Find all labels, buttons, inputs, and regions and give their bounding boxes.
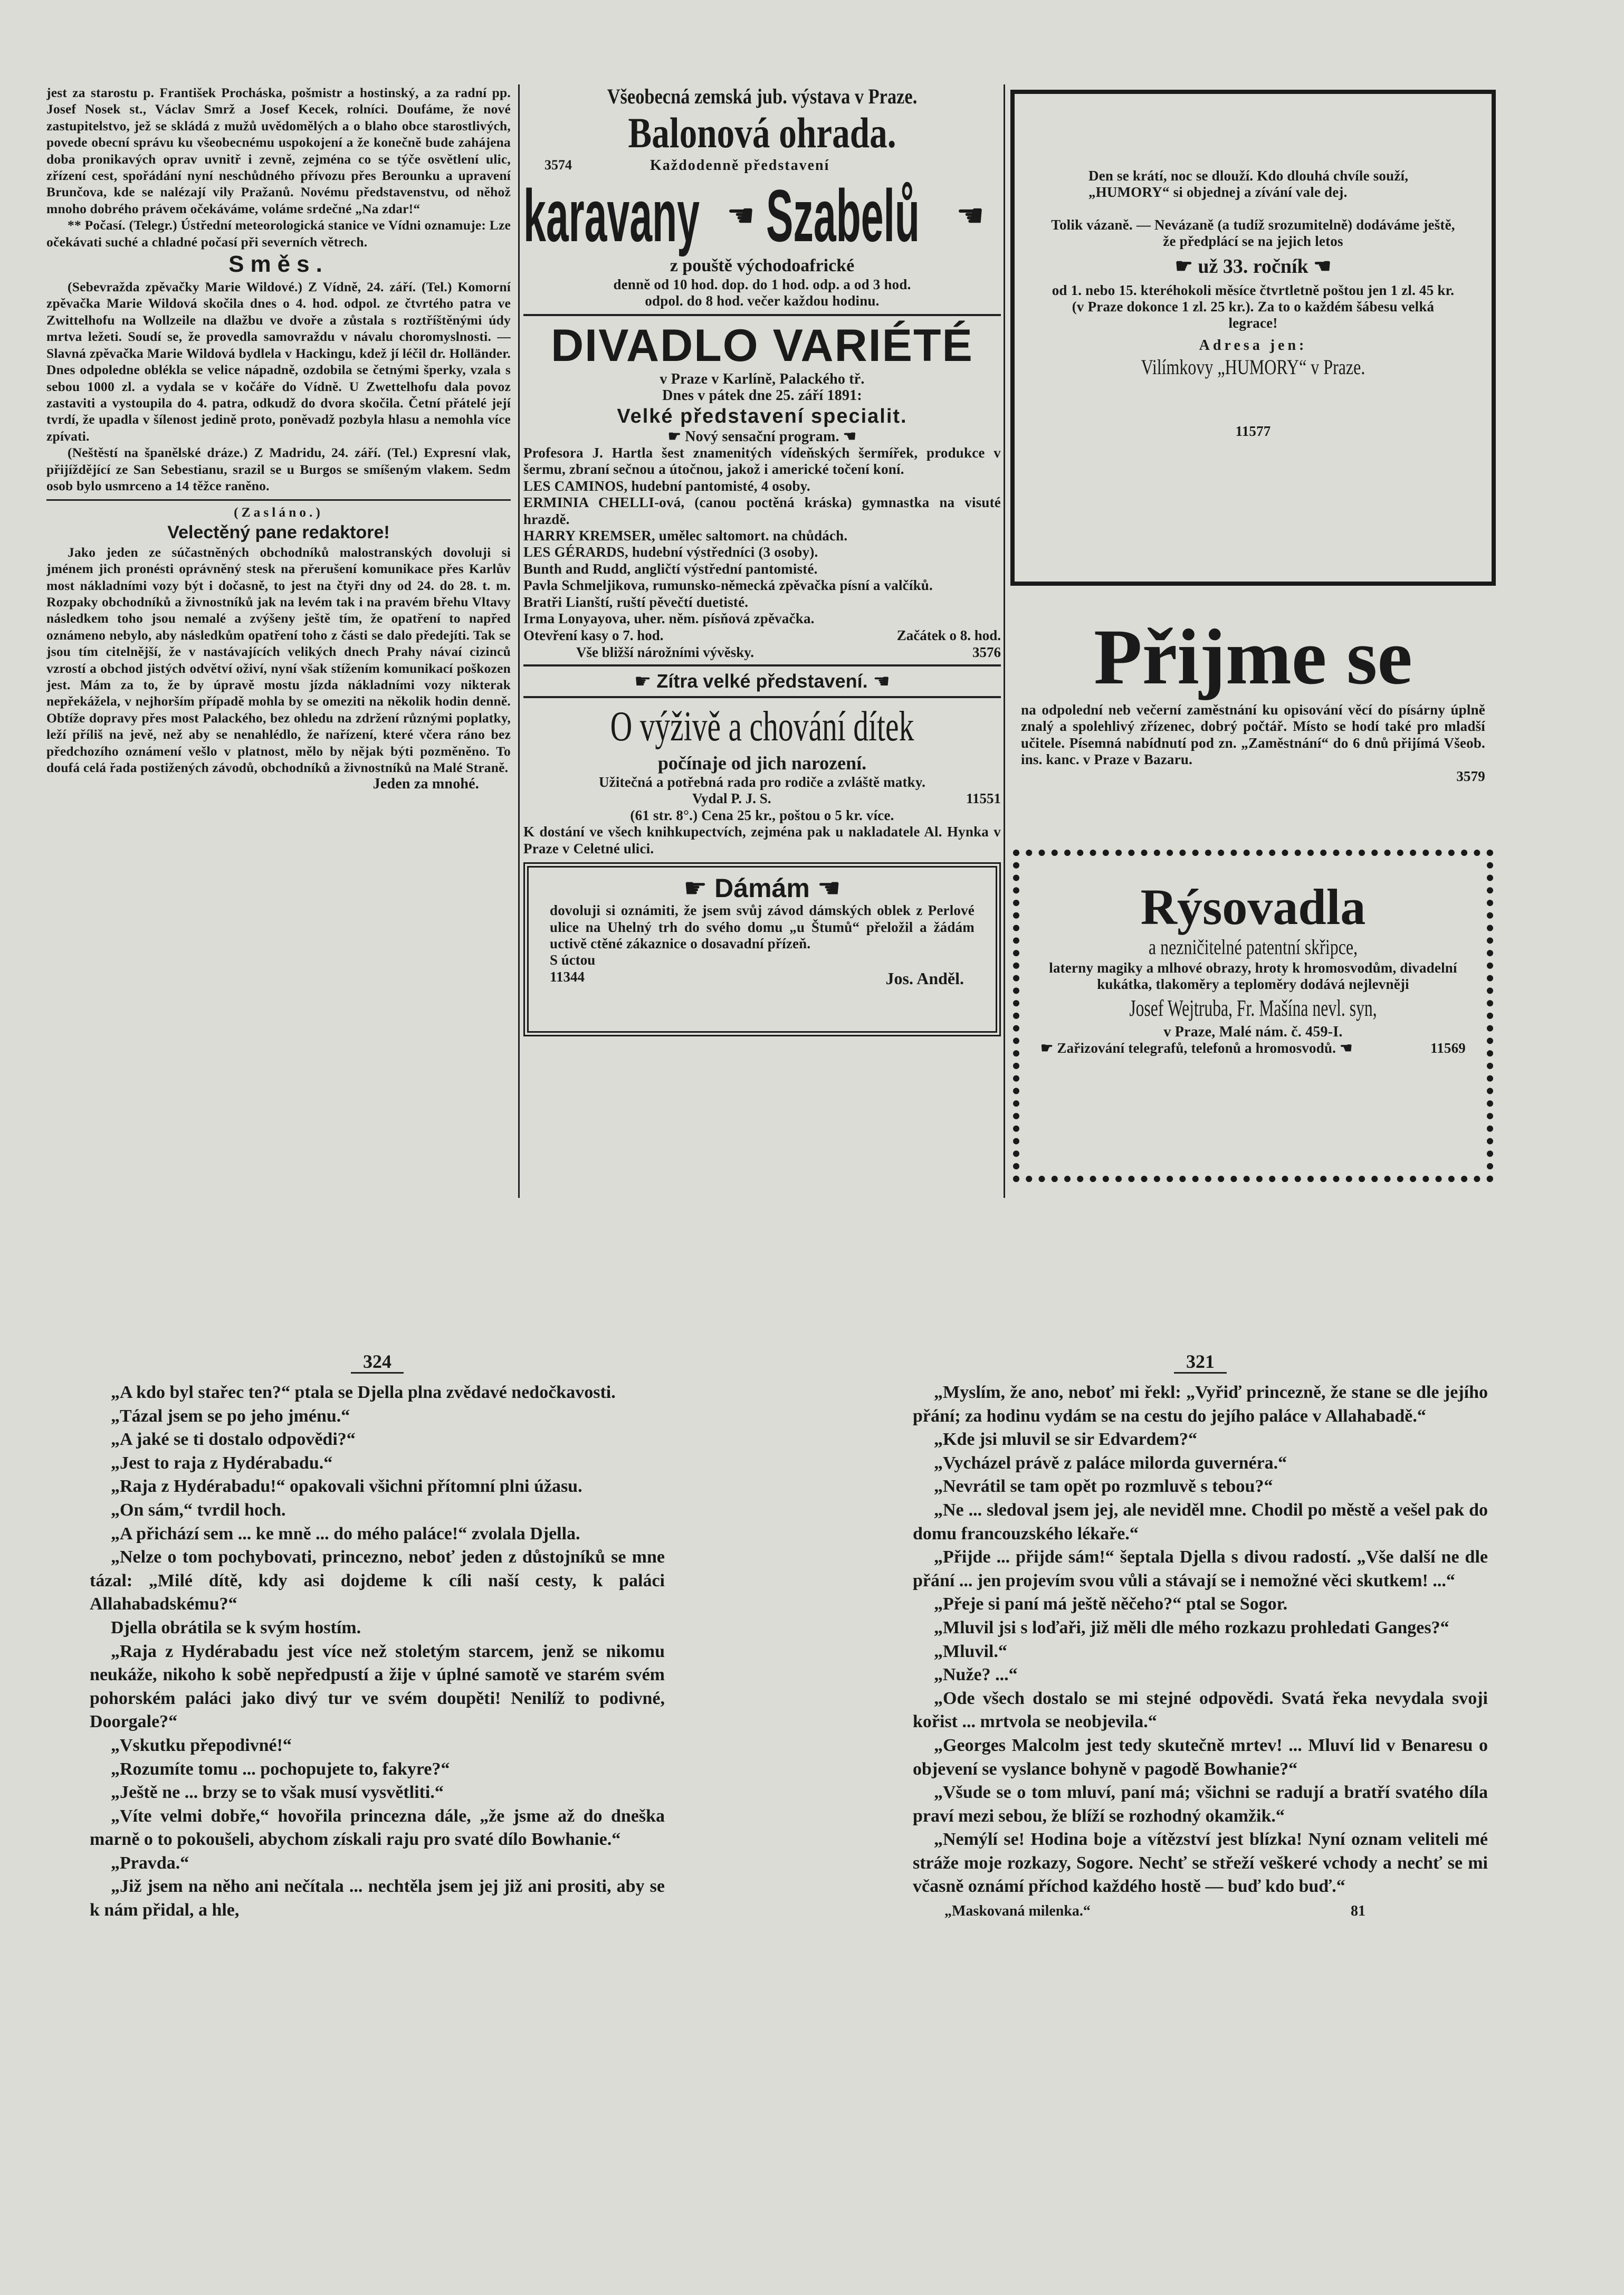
- rysovadla-ad: [1013, 850, 1493, 1182]
- letter-heading: Velectěný pane redaktore!: [167, 522, 390, 542]
- damam-heading: [550, 874, 975, 902]
- damam-text: dovoluji si oznámiti, že jsem svůj závod dámských oblek z Perlové ulice na Uhelný trh do svého domu „u Štumů“ přeložil a žádám uctivě ctěné zákaznice o dosavadní přízeň.: [550, 902, 975, 951]
- left-news-column: [46, 84, 511, 1198]
- szabelu-word: Szabelů: [766, 174, 920, 257]
- ad-number: 11569: [1430, 1040, 1466, 1056]
- story-page-left: [90, 1351, 665, 2153]
- hours-line-1: denně od 10 hod. dop. do 1 hod. odp. a od 3 hod.: [613, 277, 911, 292]
- story-paragraph: „Georges Malcolm jest tedy skutečně mrtev! ... Mluví lid v Benaresu o objevení se vyslance bohyně v pagodě Bowhanie?“: [913, 1735, 1488, 1779]
- story-paragraph: „Raja z Hydérabadu jest více než stoletým starcem, jenž se nikomu neukáže, nikoho k sobě nepředpustí a žije v úplné samotě ve starém svém pohorském paláci jako divý tur ve svém doupěti! Nenilíž to podivné, Doorgale?“: [90, 1641, 665, 1732]
- page-number-rule: [351, 1372, 404, 1374]
- story-paragraph: „Již jsem na něho ani nečítala ... nechtěla jsem jej již ani prositi, aby se k nám přidal, a hle,: [90, 1877, 665, 1920]
- column-rule: [1004, 84, 1005, 1198]
- vyziva-availability: K dostání ve všech knihkupectvích, zejména pak u nakladatele Al. Hynka v Praze v Celetné ulici.: [523, 824, 1001, 856]
- humory-address: Vilímkovy „HUMORY“ v Praze.: [1141, 355, 1365, 379]
- story-paragraph: Djella obrátila se k svým hostím.: [111, 1617, 361, 1637]
- start-time: Začátek o 8. hod.: [896, 627, 1001, 643]
- smes-heading: Směs.: [228, 251, 329, 278]
- story-paragraph: „Všude se o tom mluví, paní má; všichni se radují a bratří svatého díla praví mezi sebou, že blíží se rozhodný okamžik.“: [913, 1783, 1488, 1826]
- story-paragraph: „Vskutku přepodivné!“: [111, 1735, 292, 1755]
- story-text: [913, 1381, 1488, 1899]
- hand-pointer-icon: ☛: [667, 428, 682, 445]
- story-paragraph: „Rozumíte tomu ... pochopujete to, fakyre?“: [111, 1759, 450, 1779]
- prijme-ad: [1021, 612, 1485, 839]
- rysovadla-heading: Rýsovadla: [1140, 879, 1366, 935]
- rysovadla-subtitle: a nezničitelné patentní skřipce,: [1148, 935, 1358, 959]
- hand-pointer-icon: ☚: [956, 198, 985, 233]
- story-paragraph: „Pravda.“: [111, 1853, 189, 1873]
- rocnik-label: už 33. ročník: [1198, 255, 1308, 278]
- story-paragraph: „A kdo byl stařec ten?“ ptala se Djella plna zvědavé nedočkavosti.: [111, 1383, 616, 1402]
- hand-pointer-icon: ☚: [1313, 255, 1332, 278]
- program-item: Irma Lonyayova, uher. něm. písňová zpěvačka.: [523, 611, 815, 627]
- story-paragraph: „Mluvil.“: [934, 1641, 1007, 1661]
- program-new-label: Nový sensační program.: [685, 428, 839, 445]
- divider: [523, 664, 1001, 666]
- program-item: Bratři Lianští, ruští pěvečtí duetisté.: [523, 594, 749, 610]
- karavany-word: karavany: [523, 174, 700, 257]
- exhibition-header: Všeobecná zemská jub. výstava v Praze.: [607, 84, 918, 108]
- weather-note: ** Počasí. (Telegr.) Ústřední meteorologická stanice ve Vídni oznamuje: Lze očekávati suché a chladné počasí při severních větrech.: [46, 217, 511, 250]
- zaslano-label: (Zasláno.): [234, 504, 323, 520]
- story-paragraph: „On sám,“ tvrdil hoch.: [111, 1500, 286, 1520]
- story-paragraph: „Nevrátil se tam opět po rozmluvě s tebou?“: [934, 1477, 1273, 1497]
- humory-adresa: Adresa jen:: [1199, 337, 1307, 354]
- daily-label: Každodenně představení: [650, 157, 830, 174]
- balon-heading: Balonová ohrada.: [628, 109, 896, 157]
- story-paragraph: „Nuže? ...“: [934, 1665, 1018, 1685]
- hours-line-2: odpol. do 8 hod. večer každou hodinu.: [645, 293, 880, 309]
- vyziva-author: Vydal P. J. S.: [692, 790, 771, 806]
- page-number: 324: [363, 1351, 391, 1372]
- divadlo-address: v Praze v Karlíně, Palackého tř.: [660, 370, 865, 387]
- damam-ad: [523, 862, 1001, 1036]
- hand-pointer-icon: ☚: [1340, 1040, 1353, 1056]
- story-paragraph: „Ode všech dostalo se mi stejné odpovědi. Svatá řeka nevydala svoji kořist ... mrtvola se neobjevila.“: [913, 1688, 1488, 1732]
- story-paragraph: „Přeje si paní má ještě něčeho?“ ptal se Sogor.: [934, 1594, 1288, 1614]
- program-item: LES GÉRARDS, hudební výstředníci (3 osoby).: [523, 544, 818, 560]
- smes-story-wildova: (Sebevražda zpěvačky Marie Wildové.) Z Vídně, 24. září. (Tel.) Komorní zpěvačka Marie Wildová skočila dnes o 4. hod. odpol. ze čtvrtého patra ve Zwittelhofu na Wollzeile na dlažbu ve dvoře a zůstala s roztříštěnými údy mrtva ležeti. Soudí se, že provedla samovraždu v návalu choromyslnosti. — Slavná zpěvačka Marie Wildová bydlela v Hackingu, kdež jí léčil dr. Holländer. Dnes odpoledne oblékla se velice nápadně, ozdobila se četnými šperky, vzala s sebou 1000 zl. a vydala se v kočáře do Vídně. U Zwettelhofu dala povoz zastaviti a vystoupila do 4. patra, odkudž do dvora skočila. Četní přátelé její tvrdí, že upadla v šílenost jedině proto, poněvadž pozbyla hlasu a nemohla více zpívati.: [46, 279, 511, 444]
- prijme-heading: Přijme se: [1094, 613, 1412, 701]
- program-new: [523, 428, 1001, 445]
- story-paragraph: „Víte velmi dobře,“ hovořila princezna dále, „že jsme až do dneška marně o to pokoušeli, abychom získali raju pro svaté dílo Bowhanie.“: [90, 1806, 665, 1850]
- rysovadla-services-label: Zařizování telegrafů, telefonů a hromosvodů.: [1057, 1040, 1336, 1056]
- ad-number: 3574: [544, 157, 572, 173]
- hand-pointer-icon: ☛: [634, 670, 652, 692]
- story-footer-title: „Maskovaná milenka.“: [944, 1903, 1091, 1920]
- story-paragraph: „Myslím, že ano, neboť mi řekl: „Vyřiď princezně, že stane se dle jejího přání; za hodinu vydám se na cestu do jejího paláce v Allahabadě.“: [913, 1383, 1488, 1426]
- humory-price: od 1. nebo 15. kteréhokoli měsíce čtvrtletně poštou jen 1 zl. 45 kr. (v Praze dokonce 1 zl. 25 kr.). Za to o každém šábesu velká legrace!: [1052, 282, 1455, 331]
- divider: [523, 696, 1001, 698]
- divider: [523, 314, 1001, 316]
- program-item: Bunth and Rudd, angličtí výstřední pantomisté.: [523, 560, 818, 577]
- story-text: [90, 1381, 665, 1922]
- story-paragraph: „Ne ... sledoval jsem jej, ale neviděl mne. Chodil po městě a vešel pak do domu francouzského lékaře.“: [913, 1500, 1488, 1544]
- story-paragraph: „Nelze o tom pochybovati, princezno, neboť jeden z důstojníků se mne tázal: „Milé dítě, kdy asi dojdeme k cíli naší cesty, k paláci Allahabadskému?“: [90, 1547, 665, 1614]
- specialit-heading: Velké představení specialit.: [617, 405, 907, 427]
- desert-subtitle: z pouště východoafrické: [670, 256, 855, 275]
- hand-pointer-icon: ☚: [873, 670, 890, 692]
- humory-ad: [1010, 90, 1496, 586]
- letter-signature: Jeden za mnohé.: [372, 776, 479, 793]
- vyziva-heading: O výživě a chování dítek: [610, 703, 914, 750]
- damam-uctou: S úctou: [550, 952, 596, 968]
- rysovadla-services: [1040, 1040, 1466, 1056]
- box-office-time: Otevření kasy o 7. hod.: [523, 627, 664, 643]
- story-paragraph: „Nemýlí se! Hodina boje a vítězství jest blízka! Nyní oznam veliteli mé stráže moje rozkazy, Sogore. Nechť se střeží veškeré vchody a nechť se mi včasně oznámí příchod každého hostě — buď kdo buď.“: [913, 1830, 1488, 1897]
- ad-number: 11551: [966, 790, 1001, 806]
- story-paragraph: „Ještě ne ... brzy se to však musí vysvětliti.“: [111, 1783, 444, 1803]
- program-item: HARRY KREMSER, umělec saltomort. na chůdách.: [523, 528, 848, 544]
- divadlo-date: Dnes v pátek dne 25. září 1891:: [662, 387, 862, 404]
- humory-verse: Den se krátí, noc se dlouží. Kdo dlouhá chvíle souží, „HUMORY“ si objednej a zívání vale dej.: [1088, 168, 1409, 201]
- middle-ads-column: [523, 84, 1001, 1198]
- program-item: ERMINIA CHELLI-ová, (canou poctěná kráska) gymnastka na visuté hrazdě.: [523, 494, 1001, 527]
- story-paragraph: „Mluvil jsi s loďaři, již měli dle mého rozkazu prohledati Ganges?“: [934, 1617, 1449, 1637]
- vyziva-price: (61 str. 8°.) Cena 25 kr., poštou o 5 kr. více.: [630, 807, 894, 823]
- rysovadla-company: Josef Wejtruba, Fr. Mašína nevl. syn,: [1129, 995, 1377, 1021]
- divadlo-heading: DIVADLO VARIÉTÉ: [551, 320, 973, 371]
- hand-pointer-icon: ☛: [683, 873, 708, 903]
- program-item: LES CAMINOS, hudební pantomisté, 4 osoby.: [523, 478, 810, 494]
- hand-pointer-icon: ☚: [727, 198, 755, 233]
- tomorrow-label: Zítra velké představení.: [656, 670, 868, 692]
- humory-text: Tolik vázaně. — Nevázaně (a tudíž srozumitelně) dodáváme ještě, že předplácí se na jejich letos: [1051, 216, 1455, 250]
- story-page-right: [913, 1351, 1488, 2185]
- story-paragraph: „Přijde ... přijde sám!“ šeptala Djella s divou radostí. „Vše další ne dle přání ... jen projevím svou vůli a stávají se i nemožné věci skutkem! ...“: [913, 1547, 1488, 1591]
- column-rule: [518, 84, 520, 1198]
- story-paragraph: „A přichází sem ... ke mně ... do mého paláce!“ zvolala Djella.: [111, 1523, 580, 1544]
- tomorrow-banner: [523, 670, 1001, 693]
- story-paragraph: „Raja z Hydérabadu!“ opakovali všichni přítomní plni úžasu.: [111, 1477, 582, 1497]
- hand-pointer-icon: ☚: [843, 428, 857, 445]
- story-footer-number: 81: [1351, 1903, 1365, 1920]
- ad-number: 3579: [1456, 768, 1485, 784]
- hand-pointer-icon: ☚: [817, 873, 841, 903]
- damam-signature: Jos. Anděl.: [885, 969, 964, 988]
- rysovadla-text: laterny magiky a mlhové obrazy, hroty k hromosvodům, divadelní kukátka, tlakoměry a teploměry dodává nejlevněji: [1049, 960, 1457, 993]
- story-paragraph: „Jest to raja z Hydérabadu.“: [111, 1453, 333, 1473]
- divider: [46, 499, 511, 501]
- page-number-rule: [1174, 1372, 1227, 1374]
- story-paragraph: „Tázal jsem se po jeho jménu.“: [111, 1406, 350, 1426]
- program-item: Pavla Schmeljikova, rumunsko-německá zpěvačka písní a valčíků.: [523, 577, 933, 594]
- rysovadla-address: v Praze, Malé nám. č. 459-I.: [1163, 1023, 1343, 1040]
- karavany-row: [523, 176, 1001, 255]
- ad-number: 11577: [1235, 423, 1271, 440]
- letter-body: Jako jeden ze súčastněných obchodníků malostranských dovoluji si jménem jich pronésti oprávněný stesk na přerušení komunikace přes Karlův most nákladními vozy být i dočasně, to jest na čtyři dny od 24. do 28. t. m. Rozpaky obchodníků a živnostníků jak na levém tak i na pravém břehu Vltavy následkem toho jsou nemalé a zvýšeny ještě tím, že opatření to napřed oznámeno nebylo, aby následkům opatření toho z části se dalo předejíti. Tak se jsou tím citelnější, že v nastávajících velikých dnech Prahy návaí cizinců vzrostí a obchod jistých odvětví oživí, nyní však stížením komunikací poškozen jest. Mám za to, že by úpravě mostu jízda nákladními vozy nikterak nepřekážela, v nejhorším případě mohla by se omeziti na několik hodin denně. Obtíže dopravy přes most Palackého, bez ohledu na zdržení různými poplatky, leží příliš na jevě, než aby se nenahlédlo, že nařízení, které včera ráno bez předchozího oznámení vešlo v platnost, mělo by nějak býti pozměněno. To doufá celá řada postižených závodů, obchodníků a živnostníků na Malé Straně.: [46, 544, 511, 776]
- vyziva-subtitle: počínaje od jich narození.: [657, 752, 867, 774]
- vyziva-desc: Užitečná a potřebná rada pro rodiče a zvláště matky.: [598, 774, 926, 790]
- paragraph-election: jest za starostu p. František Procháska, pošmistr a hostinský, a za radní pp. Josef Nosek st., Václav Smrž a Josef Kecek, rolníci. Doufáme, že nové zastupitelstvo, jež se skládá z mužů uvědomělých a o blaho obce starostlivých, povede obecní správu ku všeobecnému uspokojení a že konečně bude zahájena doba pronikavých oprav uvnitř i zevně, zejména co se týče osvětlení ulic, zřízení cest, spořádání nyní neschůdného přívozu přes Berounku a upravení Brunčova, kde se nalézají vily Pražanů. Novému představenstvu, od něhož mnoho dobrého právem očekáváme, voláme srdečné „Na zdar!“: [46, 85, 511, 216]
- ad-number: 11344: [550, 969, 585, 985]
- story-paragraph: „Kde jsi mluvil se sir Edvardem?“: [934, 1430, 1197, 1450]
- program-item: Profesora J. Hartla šest znamenitých vídeňských šermířek, produkce v šermu, zbraní sečnou a útočnou, jakož i americké točení koní.: [523, 445, 1001, 478]
- prijme-text: na odpolední neb večerní zaměstnání ku opisování věcí do písárny úplně znalý a spolehlivý zřízenec, dobrý počtář. Místo se hodí také pro mladší učitele. Písemná nabídnutí pod zn. „Zaměstnání“ do 6 dnů přijímá Všeob. ins. kanc. v Praze v Bazaru.: [1021, 702, 1485, 768]
- story-paragraph: „A jaké se ti dostalo odpovědi?“: [111, 1430, 356, 1450]
- smes-story-railway: (Neštěstí na španělské dráze.) Z Madridu, 24. září. (Tel.) Expresní vlak, přijíždějící ze San Sebestianu, srazil se u Burgos se smíšeným vlakem. Sedm osob bylo usmrceno a 14 těžce raněno.: [46, 445, 511, 493]
- rocnik-line: [1046, 254, 1460, 278]
- more-info: Vše bližší nárožními vývěsky.: [576, 644, 754, 660]
- hand-pointer-icon: ☛: [1040, 1040, 1054, 1056]
- story-paragraph: „Vycházel právě z paláce milorda guvernéra.“: [934, 1453, 1287, 1473]
- ad-number: 3576: [972, 644, 1001, 660]
- hand-pointer-icon: ☛: [1174, 255, 1193, 278]
- page-number: 321: [1186, 1351, 1215, 1372]
- damam-title: Dámám: [714, 873, 810, 903]
